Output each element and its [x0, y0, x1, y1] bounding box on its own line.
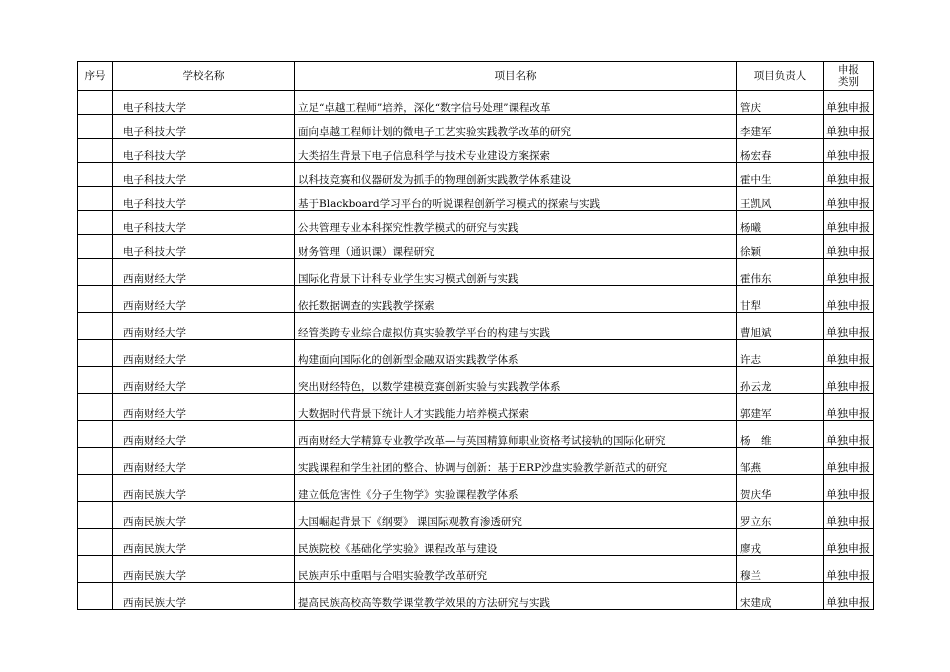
cell-leader: 管庆: [737, 91, 824, 115]
cell-project: 国际化背景下计科专业学生实习模式创新与实践: [295, 259, 737, 286]
cell-project: 民族院校《基础化学实验》课程改革与建设: [295, 529, 737, 556]
cell-school: 电子科技大学: [113, 211, 295, 235]
table-row: [78, 91, 874, 115]
cell-index: [78, 394, 113, 421]
cell-type: 单独申报: [824, 91, 874, 115]
cell-project: 基于Blackboard学习平台的听说课程创新学习模式的探索与实践: [295, 187, 737, 211]
table-row: [78, 286, 874, 313]
cell-type: 单独申报: [824, 556, 874, 583]
cell-type: 单独申报: [824, 313, 874, 340]
table-row: [78, 187, 874, 211]
cell-project: 大国崛起背景下《纲要》 课国际观教育渗透研究: [295, 502, 737, 529]
table-row: [78, 394, 874, 421]
cell-leader: 杨宏春: [737, 139, 824, 163]
cell-project: 民族声乐中重唱与合唱实验教学改革研究: [295, 556, 737, 583]
cell-leader: 李建军: [737, 115, 824, 139]
cell-leader: 甘犁: [737, 286, 824, 313]
table-body: [78, 91, 874, 610]
cell-school: 西南财经大学: [113, 448, 295, 475]
cell-school: 西南民族大学: [113, 475, 295, 502]
cell-school: 西南财经大学: [113, 367, 295, 394]
cell-leader: 邹燕: [737, 448, 824, 475]
table-row: [78, 583, 874, 610]
cell-index: [78, 163, 113, 187]
table-row: [78, 313, 874, 340]
header-school: 学校名称: [113, 62, 295, 91]
cell-school: 西南民族大学: [113, 556, 295, 583]
cell-type: 单独申报: [824, 583, 874, 610]
table-row: [78, 139, 874, 163]
cell-school: 电子科技大学: [113, 91, 295, 115]
cell-leader: 王凯风: [737, 187, 824, 211]
cell-school: 西南民族大学: [113, 529, 295, 556]
header-type: [824, 62, 874, 91]
cell-project: 立足“卓越工程师”培养，深化“数字信号处理”课程改革: [295, 91, 737, 115]
cell-type: 单独申报: [824, 367, 874, 394]
cell-leader: 霍中生: [737, 163, 824, 187]
cell-school: 西南财经大学: [113, 286, 295, 313]
cell-school: 电子科技大学: [113, 187, 295, 211]
cell-index: [78, 235, 113, 259]
cell-type: 单独申报: [824, 211, 874, 235]
cell-index: [78, 313, 113, 340]
cell-leader: 罗立东: [737, 502, 824, 529]
table-row: [78, 421, 874, 448]
table-row: [78, 529, 874, 556]
cell-index: [78, 529, 113, 556]
cell-index: [78, 139, 113, 163]
cell-leader: 宋建成: [737, 583, 824, 610]
cell-index: [78, 340, 113, 367]
cell-school: 西南财经大学: [113, 421, 295, 448]
cell-index: [78, 211, 113, 235]
table-row: [78, 235, 874, 259]
cell-leader: 孙云龙: [737, 367, 824, 394]
cell-leader: 贺庆华: [737, 475, 824, 502]
table-row: [78, 163, 874, 187]
cell-index: [78, 583, 113, 610]
cell-school: 西南财经大学: [113, 313, 295, 340]
cell-index: [78, 556, 113, 583]
cell-type: 单独申报: [824, 394, 874, 421]
cell-project: 财务管理（通识课）课程研究: [295, 235, 737, 259]
table-row: [78, 367, 874, 394]
cell-index: [78, 421, 113, 448]
cell-type: 单独申报: [824, 163, 874, 187]
header-leader: 项目负责人: [737, 62, 824, 91]
cell-project: 突出财经特色，以数学建模竞赛创新实验与实践教学体系: [295, 367, 737, 394]
table-row: [78, 502, 874, 529]
cell-school: 电子科技大学: [113, 139, 295, 163]
cell-type: 单独申报: [824, 340, 874, 367]
table-row: [78, 448, 874, 475]
cell-project: 大数据时代背景下统计人才实践能力培养模式探索: [295, 394, 737, 421]
header-project: 项目名称: [295, 62, 737, 91]
table-row: [78, 115, 874, 139]
cell-project: 公共管理专业本科探究性教学模式的研究与实践: [295, 211, 737, 235]
header-type-line1: 申报: [838, 64, 859, 76]
cell-leader: 徐颖: [737, 235, 824, 259]
cell-type: 单独申报: [824, 187, 874, 211]
cell-type: 单独申报: [824, 259, 874, 286]
cell-school: 电子科技大学: [113, 235, 295, 259]
header-row: [78, 62, 874, 91]
table-row: [78, 475, 874, 502]
cell-type: 单独申报: [824, 235, 874, 259]
cell-index: [78, 502, 113, 529]
cell-index: [78, 259, 113, 286]
table-row: [78, 211, 874, 235]
table-row: [78, 259, 874, 286]
cell-index: [78, 367, 113, 394]
table-row: [78, 556, 874, 583]
cell-type: 单独申报: [824, 139, 874, 163]
cell-type: 单独申报: [824, 475, 874, 502]
cell-project: 建立低危害性《分子生物学》实验课程教学体系: [295, 475, 737, 502]
cell-leader: 杨 维: [737, 421, 824, 448]
cell-project: 面向卓越工程师计划的微电子工艺实验实践教学改革的研究: [295, 115, 737, 139]
cell-school: 西南财经大学: [113, 340, 295, 367]
cell-school: 西南财经大学: [113, 259, 295, 286]
cell-type: 单独申报: [824, 286, 874, 313]
cell-project: 依托数据调查的实践教学探索: [295, 286, 737, 313]
cell-school: 西南财经大学: [113, 394, 295, 421]
header-type-line2: 类别: [838, 76, 859, 88]
cell-project: 以科技竞赛和仪器研发为抓手的物理创新实践教学体系建设: [295, 163, 737, 187]
cell-project: 经管类跨专业综合虚拟仿真实验教学平台的构建与实践: [295, 313, 737, 340]
cell-leader: 许志: [737, 340, 824, 367]
cell-type: 单独申报: [824, 529, 874, 556]
cell-type: 单独申报: [824, 448, 874, 475]
cell-leader: 杨曦: [737, 211, 824, 235]
cell-type: 单独申报: [824, 502, 874, 529]
cell-index: [78, 286, 113, 313]
cell-project: 提高民族高校高等数学课堂教学效果的方法研究与实践: [295, 583, 737, 610]
cell-leader: 曹旭斌: [737, 313, 824, 340]
cell-leader: 穆兰: [737, 556, 824, 583]
cell-index: [78, 187, 113, 211]
cell-project: 实践课程和学生社团的整合、协调与创新：基于ERP沙盘实验教学新范式的研究: [295, 448, 737, 475]
cell-index: [78, 475, 113, 502]
cell-school: 电子科技大学: [113, 115, 295, 139]
cell-project: 大类招生背景下电子信息科学与技术专业建设方案探索: [295, 139, 737, 163]
project-table: [77, 61, 874, 610]
cell-school: 西南民族大学: [113, 583, 295, 610]
cell-index: [78, 91, 113, 115]
cell-school: 电子科技大学: [113, 163, 295, 187]
cell-leader: 郭建军: [737, 394, 824, 421]
cell-leader: 霍伟东: [737, 259, 824, 286]
cell-leader: 廖戎: [737, 529, 824, 556]
cell-index: [78, 115, 113, 139]
cell-index: [78, 448, 113, 475]
header-index: 序号: [78, 62, 113, 91]
cell-school: 西南民族大学: [113, 502, 295, 529]
cell-type: 单独申报: [824, 421, 874, 448]
table-row: [78, 340, 874, 367]
cell-project: 西南财经大学精算专业教学改革—与英国精算师职业资格考试接轨的国际化研究: [295, 421, 737, 448]
cell-type: 单独申报: [824, 115, 874, 139]
cell-project: 构建面向国际化的创新型金融双语实践教学体系: [295, 340, 737, 367]
